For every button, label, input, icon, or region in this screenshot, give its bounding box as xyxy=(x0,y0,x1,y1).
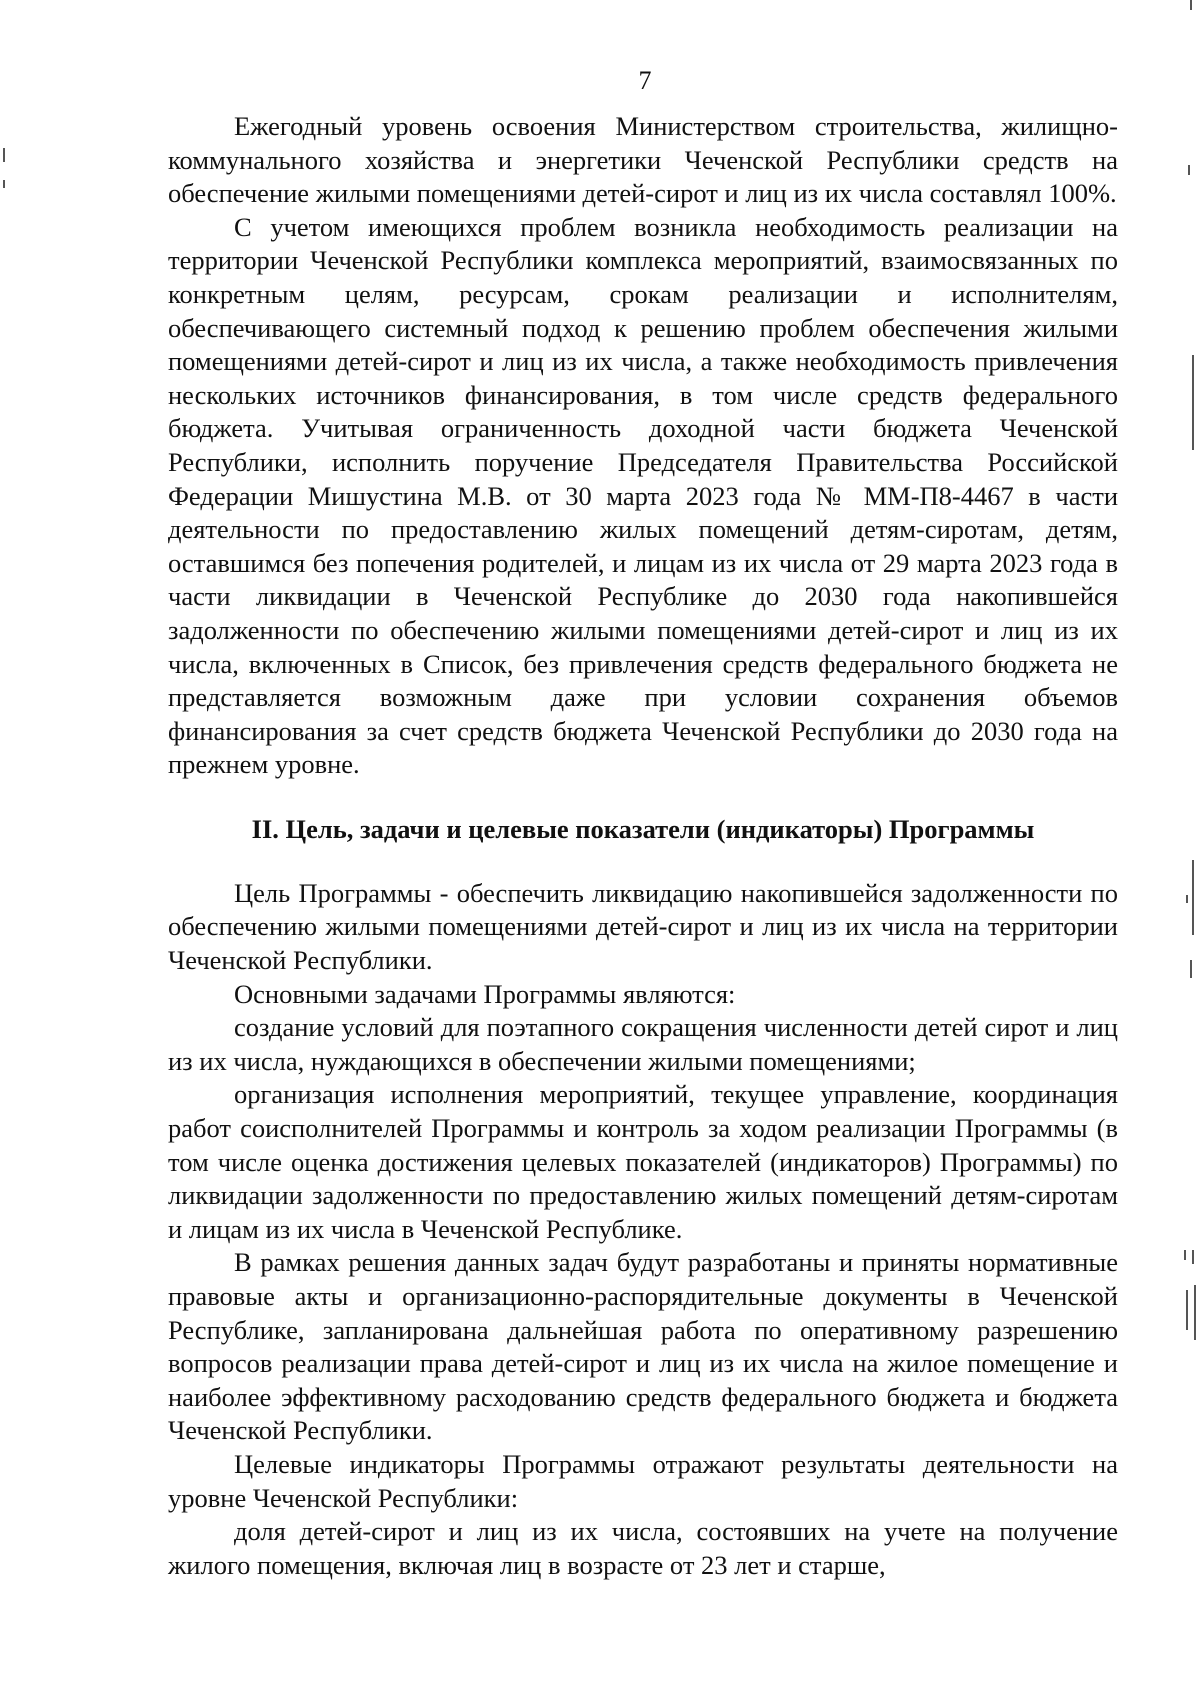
section-heading: II. Цель, задачи и целевые показатели (индикаторы) Программы xyxy=(251,813,1035,844)
paragraph-problems: С учетом имеющихся проблем возникла необходимость реализации на территории Чеченской Республики комплекса мероприятий, взаимосвязанных по конкретным целям, ресурсам, срокам реализации и исполнителям, обеспечивающего системный подход к решению проблем обеспечения жилыми помещениями детей-сирот и лиц из их числа, а также необходимость привлечения нескольких источников финансирования, в том числе средств федерального бюджета. Учитывая ограниченность доходной части бюджета Чеченской Республики, исполнить поручение Председателя Правительства Российской Федерации Мишустина М.В. от 30 марта 2023 года № ММ-П8-4467 в части деятельности по предоставлению жилых помещений детям-сиротам, детям, оставшимся без попечения родителей, и лицам из их числа от 29 марта 2023 года в части ликвидации в Чеченской Республике до 2030 года накопившейся задолженности по обеспечению жилыми помещениями детей-сирот и лиц из их числа, включенных в Список, без привлечения средств федерального бюджета не представляется возможным даже при условии сохранения объемов финансирования за счет средств бюджета Чеченской Республики до 2030 года на прежнем уровне. xyxy=(168,211,1118,780)
scan-mark xyxy=(1192,355,1194,450)
scan-mark xyxy=(1192,1250,1194,1264)
paragraph-task-1: создание условий для поэтапного сокращения численности детей сирот и лиц из их числа, нуждающихся в обеспечении жилыми помещениями; xyxy=(168,1012,1118,1076)
paragraph-goal: Цель Программы - обеспечить ликвидацию накопившейся задолженности по обеспечению жилыми помещениями детей-сирот и лиц из их числа на территории Чеченской Республики. xyxy=(168,877,1118,976)
scan-mark xyxy=(1190,0,1192,10)
scan-mark xyxy=(3,148,5,162)
document-body xyxy=(168,110,1118,1582)
scan-mark xyxy=(1184,1250,1186,1260)
paragraph-indicator-share: доля детей-сирот и лиц из их числа, состоявших на учете на получение жилого помещения, включая лиц в возрасте от 23 лет и старше, xyxy=(168,1516,1118,1580)
scan-mark xyxy=(1190,960,1192,978)
scan-mark xyxy=(1188,165,1190,175)
scan-mark xyxy=(1192,860,1194,935)
paragraph-tasks-intro: Основными задачами Программы являются: xyxy=(234,978,736,1009)
scan-mark xyxy=(1186,895,1188,903)
scan-mark xyxy=(3,180,5,188)
paragraph-annual-level: Ежегодный уровень освоения Министерством строительства, жилищно-коммунального хозяйства и энергетики Чеченской Республики средств на обеспечение жилыми помещениями детей-сирот и лиц из их числа составлял 100%. xyxy=(168,111,1118,209)
paragraph-task-2: организация исполнения мероприятий, текущее управление, координация работ соисполнителей Программы и контроль за ходом реализации Программы (в том числе оценка достижения целевых показателей (индикаторов) Программы) по ликвидации задолженности по предоставлению жилых помещений детям-сиротам и лицам из их числа в Чеченской Республике. xyxy=(168,1079,1118,1244)
paragraph-regulations: В рамках решения данных задач будут разработаны и приняты нормативные правовые акты и организационно-распорядительные документы в Чеченской Республике, запланирована дальнейшая работа по оперативному разрешению вопросов реализации права детей-сирот и лиц из их числа на жилое помещение и наиболее эффективному расходованию средств федерального бюджета и бюджета Чеченской Республики. xyxy=(168,1247,1118,1446)
scan-mark xyxy=(1186,1290,1188,1330)
paragraph-indicators: Целевые индикаторы Программы отражают результаты деятельности на уровне Чеченской Республики: xyxy=(168,1448,1118,1513)
scan-mark xyxy=(1194,1285,1196,1340)
page-number: 7 xyxy=(638,66,652,95)
